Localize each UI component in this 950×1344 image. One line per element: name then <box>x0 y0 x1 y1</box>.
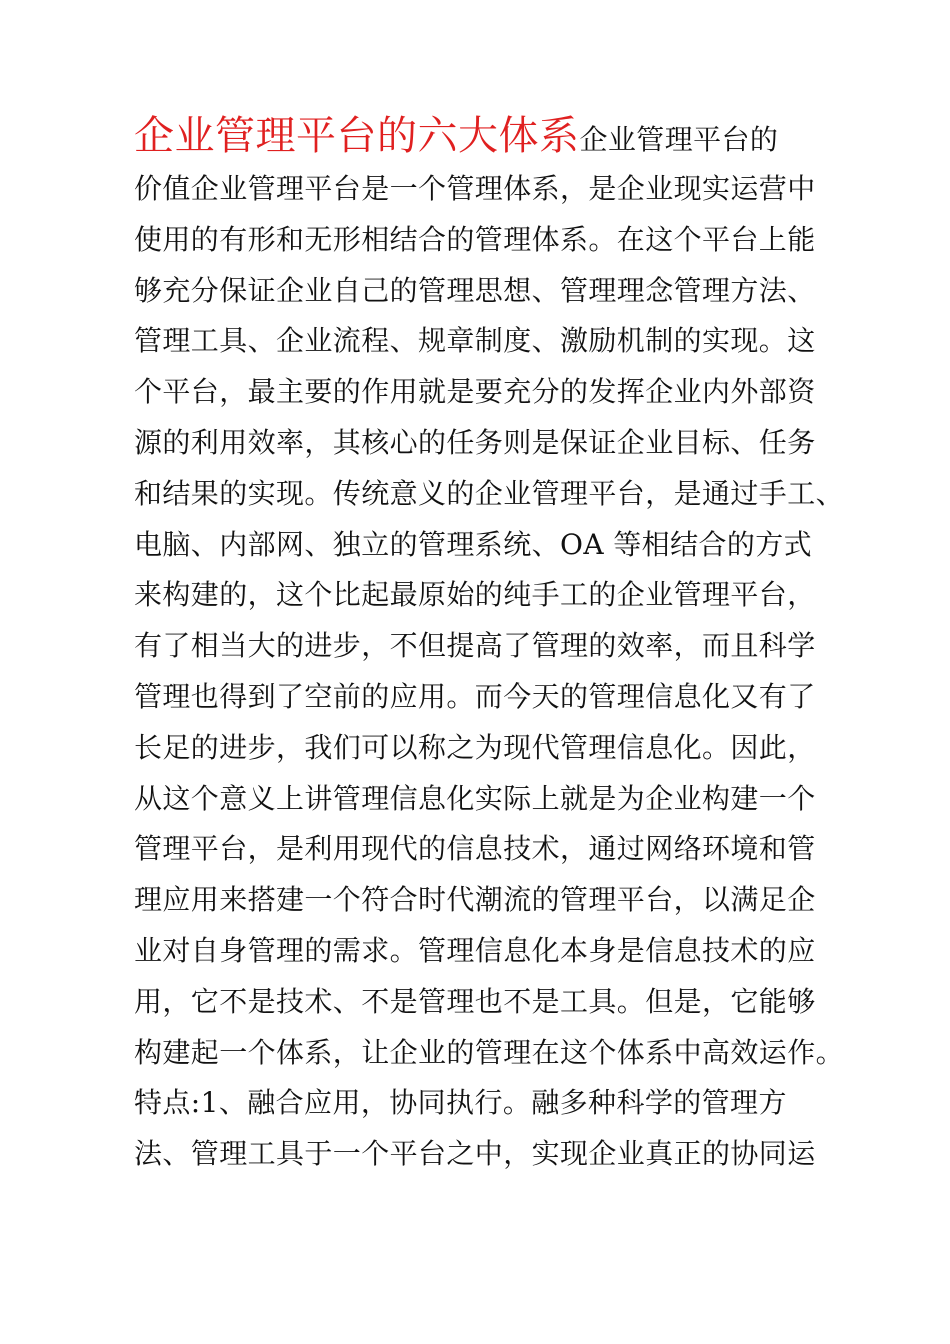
body-line: 够充分保证企业自己的管理思想、管理理念管理方法、 <box>134 273 816 307</box>
body-line: 和结果的实现。传统意义的企业管理平台，是通过手工、 <box>134 476 845 510</box>
body-line: 有了相当大的进步，不但提高了管理的效率，而且科学 <box>134 629 816 663</box>
body-line: 管理也得到了空前的应用。而今天的管理信息化又有了 <box>134 679 816 713</box>
body-line: 源的利用效率，其核心的任务则是保证企业目标、任务 <box>134 425 816 459</box>
document-body <box>134 108 845 1180</box>
body-line: 构建起一个体系，让企业的管理在这个体系中高效运作。 <box>134 1035 845 1069</box>
body-line: 管理工具、企业流程、规章制度、激励机制的实现。这 <box>134 324 816 358</box>
lead-text: 企业管理平台的 <box>579 123 779 156</box>
body-line: 特点:1、融合应用，协同执行。融多种科学的管理方 <box>134 1086 787 1120</box>
body-line: 理应用来搭建一个符合时代潮流的管理平台，以满足企 <box>134 883 816 917</box>
title-line <box>134 108 834 164</box>
body-line: 业对自身管理的需求。管理信息化本身是信息技术的应 <box>134 933 816 967</box>
body-line: 长足的进步，我们可以称之为现代管理信息化。因此， <box>134 730 816 764</box>
body-line: 使用的有形和无形相结合的管理体系。在这个平台上能 <box>134 222 816 256</box>
body-line: 电脑、内部网、独立的管理系统、OA 等相结合的方式 <box>134 527 813 561</box>
document-title: 企业管理平台的六大体系 <box>134 113 580 159</box>
body-line: 管理平台，是利用现代的信息技术，通过网络环境和管 <box>134 832 816 866</box>
body-line: 法、管理工具于一个平台之中，实现企业真正的协同运 <box>134 1137 816 1171</box>
body-line: 价值企业管理平台是一个管理体系，是企业现实运营中 <box>134 172 816 205</box>
body-line: 个平台，最主要的作用就是要充分的发挥企业内外部资 <box>134 375 816 409</box>
body-line: 用，它不是技术、不是管理也不是工具。但是，它能够 <box>134 984 816 1018</box>
body-line: 来构建的，这个比起最原始的纯手工的企业管理平台， <box>134 578 816 612</box>
body-line: 从这个意义上讲管理信息化实际上就是为企业构建一个 <box>134 781 816 815</box>
